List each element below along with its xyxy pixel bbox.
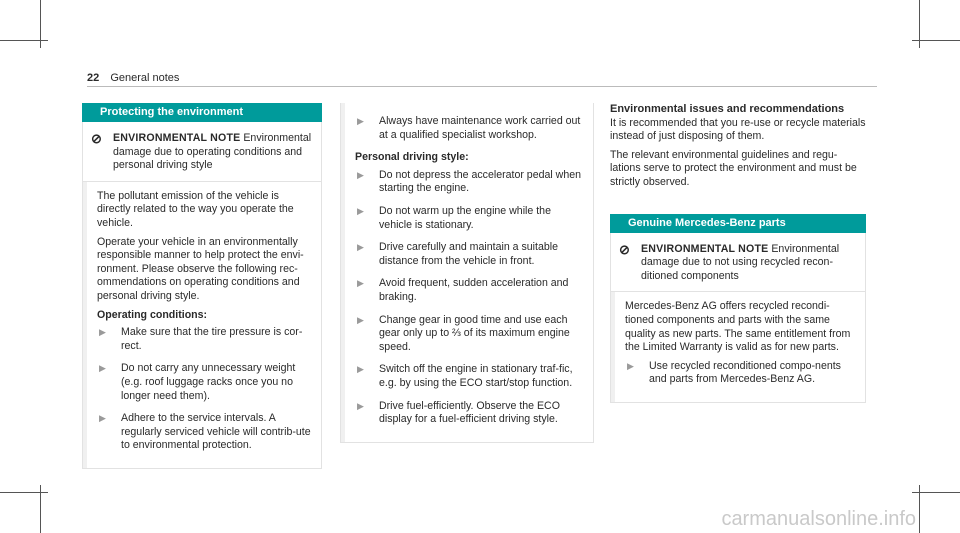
list-item: ▶ Do not carry any unnecessary weight (e.g. roof luggage racks once you no longer need them). bbox=[99, 362, 296, 402]
triangle-arrow-icon: ▶ bbox=[357, 116, 364, 126]
crop-mark bbox=[0, 40, 48, 41]
list-item: ▶ Do not warm up the engine while the vehicle is stationary. bbox=[357, 204, 551, 231]
section-name: General notes bbox=[110, 72, 180, 84]
box-body bbox=[341, 103, 593, 442]
section-heading: Genuine Mercedes-Benz parts bbox=[610, 214, 866, 233]
list-item: ▶ Drive carefully and maintain a suitable distance from the vehicle in front. bbox=[357, 241, 559, 267]
note-text: Environmental damage due to not using recycled recon-ditioned components bbox=[641, 242, 840, 282]
subheading: Personal driving style: bbox=[355, 151, 469, 164]
crop-mark bbox=[912, 492, 960, 493]
triangle-arrow-icon: ▶ bbox=[357, 364, 364, 375]
note-label: ENVIRONMENTAL NOTE bbox=[641, 242, 769, 255]
subheading: Operating conditions: bbox=[97, 308, 208, 321]
paragraph: Mercedes-Benz AG offers recycled recondi-tioned components and parts with the same quality as new parts. The same entitlement from the Limited Warranty is valid as for new parts. bbox=[625, 300, 851, 354]
note-text: Environmental damage due to operating conditions and personal driving style bbox=[113, 132, 312, 172]
triangle-arrow-icon: ▶ bbox=[357, 169, 364, 180]
list-item: ▶ Use recycled reconditioned compo-nents and parts from Mercedes-Benz AG. bbox=[627, 359, 841, 386]
list-item: ▶ Avoid frequent, sudden acceleration and braking. bbox=[357, 277, 569, 303]
crop-mark bbox=[0, 492, 48, 493]
triangle-arrow-icon: ▶ bbox=[99, 413, 106, 424]
triangle-arrow-icon: ▶ bbox=[357, 314, 364, 325]
list-item: ▶ Adhere to the service intervals. A regularly serviced vehicle will contrib-ute to environmental protection. bbox=[99, 412, 311, 452]
no-smoking-eco-icon: ⊘ bbox=[91, 131, 102, 146]
environmental-note bbox=[611, 233, 865, 293]
list-item: ▶ Change gear in good time and use each gear only up to ⅔ of its maximum engine speed. bbox=[357, 313, 570, 353]
crop-mark bbox=[912, 40, 960, 41]
list-item: ▶ Drive fuel-efficiently. Observe the ECO display for a fuel-efficient driving style. bbox=[357, 399, 560, 426]
paragraph: It is recommended that you re-use or recycle materials instead of just disposing of them. bbox=[610, 116, 866, 143]
triangle-arrow-icon: ▶ bbox=[357, 205, 364, 216]
section-heading: Protecting the environment bbox=[82, 103, 322, 122]
header-divider bbox=[87, 86, 877, 87]
page-header bbox=[87, 72, 179, 84]
heading: Environmental issues and recommendations bbox=[610, 103, 845, 115]
content-box bbox=[610, 233, 866, 403]
triangle-arrow-icon: ▶ bbox=[99, 363, 106, 374]
list-item: ▶ Do not depress the accelerator pedal when starting the engine. bbox=[357, 168, 581, 195]
watermark: carmanualsonline.info bbox=[721, 508, 916, 530]
list-item: ▶ Make sure that the tire pressure is cor-rect. bbox=[99, 326, 303, 352]
paragraph: Operate your vehicle in an environmentally responsible manner to help protect the envi-ronment. Please observe the following rec-ommendations on operating conditions and personal driving style. bbox=[97, 235, 304, 302]
triangle-arrow-icon: ▶ bbox=[357, 242, 364, 253]
list-item: ▶ Always have maintenance work carried out at a qualified specialist workshop. bbox=[357, 115, 581, 141]
environmental-note bbox=[83, 122, 321, 182]
box-body bbox=[83, 182, 321, 468]
box-body bbox=[611, 292, 865, 402]
content-box bbox=[82, 122, 322, 469]
no-smoking-eco-icon: ⊘ bbox=[619, 241, 630, 257]
content-box bbox=[340, 103, 594, 443]
note-label: ENVIRONMENTAL NOTE bbox=[113, 132, 241, 144]
list-item: ▶ Switch off the engine in stationary traf-fic, e.g. by using the ECO start/stop function. bbox=[357, 363, 573, 389]
paragraph: The relevant environmental guidelines and regu-lations serve to protect the environment and must be strictly observed. bbox=[610, 148, 857, 188]
column-1 bbox=[82, 103, 322, 469]
paragraph: The pollutant emission of the vehicle is directly related to the way you operate the vehicle. bbox=[97, 189, 294, 229]
column-2 bbox=[340, 103, 594, 443]
triangle-arrow-icon: ▶ bbox=[357, 400, 364, 411]
page-number: 22 bbox=[87, 72, 100, 84]
triangle-arrow-icon: ▶ bbox=[357, 278, 364, 289]
triangle-arrow-icon: ▶ bbox=[99, 327, 106, 338]
column-3 bbox=[610, 103, 866, 403]
triangle-arrow-icon: ▶ bbox=[627, 360, 634, 371]
